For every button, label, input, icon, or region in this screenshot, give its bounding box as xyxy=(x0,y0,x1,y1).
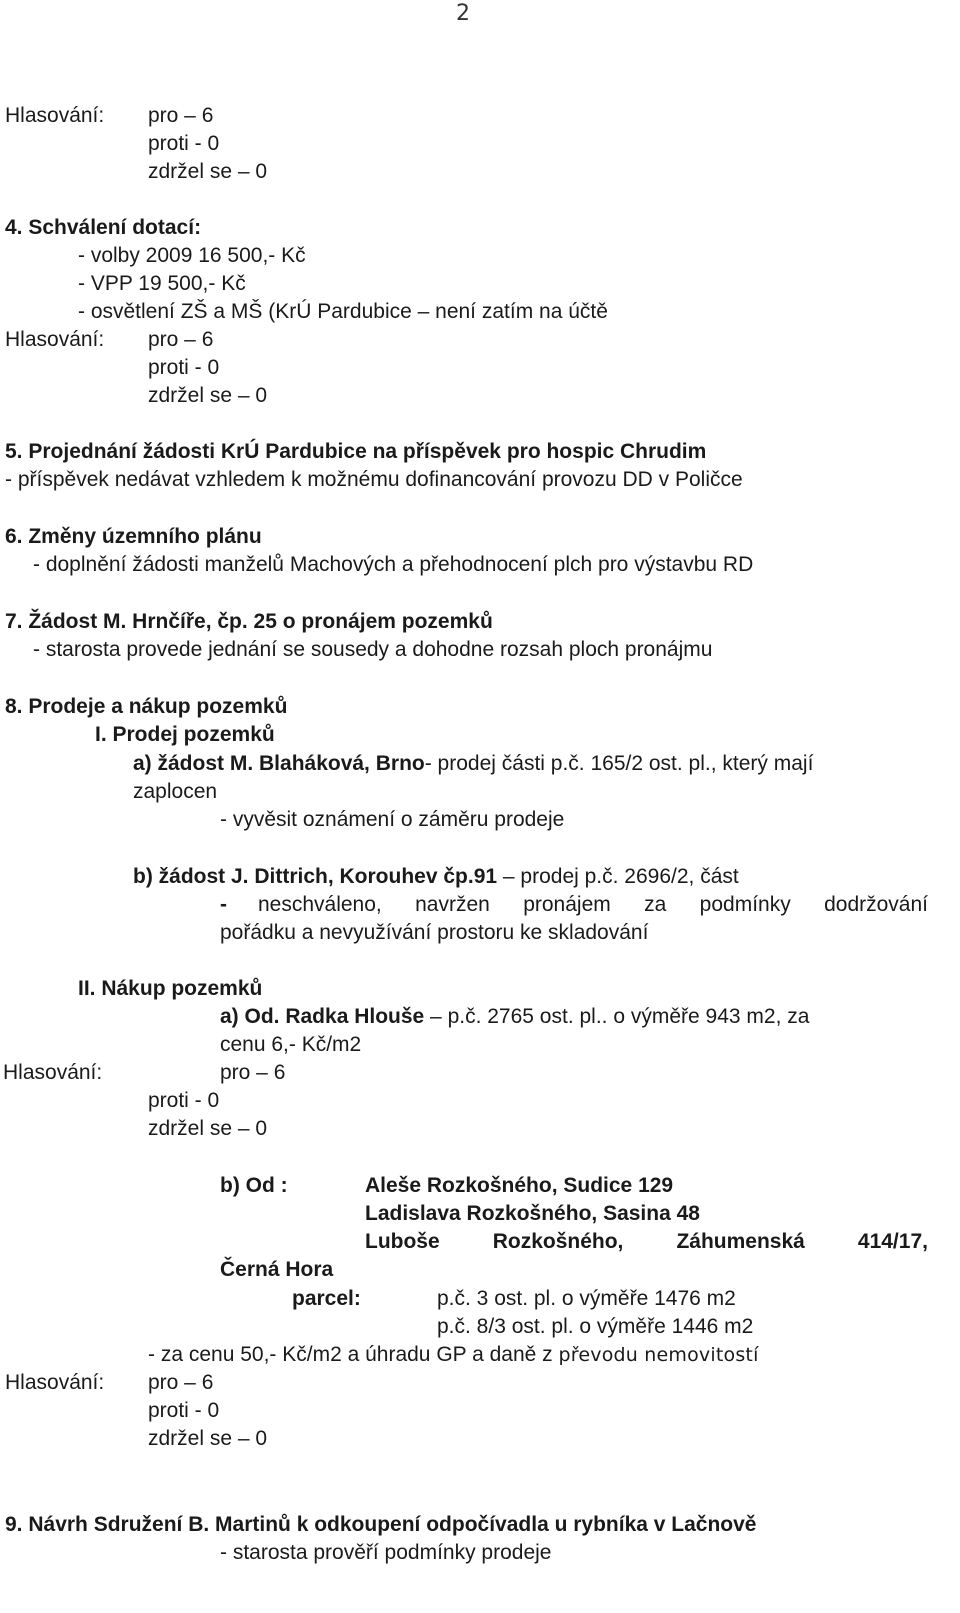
section-9-note: - starosta prověří podmínky prodeje xyxy=(220,1541,552,1564)
section-8-heading: 8. Prodeje a nákup pozemků xyxy=(5,695,288,718)
prodej-b xyxy=(133,863,739,891)
name-part: 414/17, xyxy=(857,1230,928,1253)
vote-pro: pro – 6 xyxy=(148,104,214,127)
vote-label: Hlasování: xyxy=(3,1061,103,1084)
nakup-b-name: Aleše Rozkošného, Sudice 129 xyxy=(365,1174,674,1197)
vote-label: Hlasování: xyxy=(5,1371,105,1394)
vote-zdrzel: zdržel se – 0 xyxy=(148,1427,268,1450)
prodej-b-title: b) žádost J. Dittrich, Korouhev čp.91 xyxy=(133,865,498,888)
page-number: 2 xyxy=(456,1,470,26)
vote-pro: pro – 6 xyxy=(220,1061,286,1084)
section-4-item: - osvětlení ZŠ a MŠ (KrÚ Pardubice – není zatím na účtě xyxy=(78,300,608,323)
section-5-heading: 5. Projednání žádosti KrÚ Pardubice na příspěvek pro hospic Chrudim xyxy=(5,440,707,463)
section-4-item: - volby 2009 16 500,- Kč xyxy=(78,244,306,267)
vote-zdrzel: zdržel se – 0 xyxy=(148,160,268,183)
price-text: - za cenu 50,- Kč/m2 a úhradu GP a daně z xyxy=(148,1343,559,1366)
nakup-a-title: a) Od. Radka Hlouše xyxy=(220,1005,425,1028)
nakup-b-price xyxy=(148,1341,759,1369)
vote-proti: proti - 0 xyxy=(148,132,220,155)
nakup-a-cont: cenu 6,- Kč/m2 xyxy=(220,1033,362,1056)
vote-pro: pro – 6 xyxy=(148,1371,214,1394)
prodej-b-text: – prodej p.č. 2696/2, část xyxy=(497,865,739,888)
nakup-a-text: – p.č. 2765 ost. pl.. o výměře 943 m2, za xyxy=(424,1005,810,1028)
vote-proti: proti - 0 xyxy=(148,1399,220,1422)
vote-pro: pro – 6 xyxy=(148,328,214,351)
nakup-a xyxy=(220,1003,809,1031)
prodej-b-line1: neschváleno, navržen pronájem za podmínky dodržování xyxy=(258,893,928,916)
section-7-note: - starosta provede jednání se sousedy a dohodne rozsah ploch pronájmu xyxy=(33,638,713,661)
vote-zdrzel: zdržel se – 0 xyxy=(148,1117,268,1140)
name-part: Rozkošného, xyxy=(492,1230,624,1253)
nakup-b-name-line xyxy=(365,1228,928,1256)
section-4-heading: 4. Schválení dotací: xyxy=(5,216,202,239)
section-7-heading: 7. Žádost M. Hrnčíře, čp. 25 o pronájem pozemků xyxy=(5,610,493,633)
section-6-heading: 6. Změny územního plánu xyxy=(5,525,262,548)
nakup-b-town: Černá Hora xyxy=(220,1258,334,1281)
prodej-a xyxy=(133,750,813,778)
price-text-tail: převodu nemovitostí xyxy=(558,1344,759,1366)
section-4-item: - VPP 19 500,- Kč xyxy=(78,272,246,295)
parcel-label: parcel: xyxy=(292,1287,361,1310)
name-part: Luboše xyxy=(365,1230,440,1253)
prodej-b-dash: - xyxy=(220,893,227,916)
prodej-heading: I. Prodej pozemků xyxy=(95,723,275,746)
section-9-heading: 9. Návrh Sdružení B. Martinů k odkoupení odpočívadla u rybníka v Lačnově xyxy=(5,1513,757,1536)
vote-label: Hlasování: xyxy=(5,104,105,127)
vote-proti: proti - 0 xyxy=(148,1089,220,1112)
prodej-a-cont: zaplocen xyxy=(133,780,218,803)
prodej-b-line2: pořádku a nevyužívání prostoru ke skladování xyxy=(220,921,649,944)
parcel-item: p.č. 8/3 ost. pl. o výměře 1446 m2 xyxy=(437,1315,754,1338)
section-5-note: - příspěvek nedávat vzhledem k možnému dofinancování provozu DD v Poličce xyxy=(5,468,743,491)
prodej-a-text: - prodej části p.č. 165/2 ost. pl., který mají xyxy=(424,752,814,775)
prodej-a-note: - vyvěsit oznámení o záměru prodeje xyxy=(220,808,565,831)
name-part: Záhumenská xyxy=(676,1230,805,1253)
vote-zdrzel: zdržel se – 0 xyxy=(148,384,268,407)
section-6-note: - doplnění žádosti manželů Machových a přehodnocení plch pro výstavbu RD xyxy=(33,553,754,576)
nakup-b-label: b) Od : xyxy=(220,1174,288,1197)
nakup-heading: II. Nákup pozemků xyxy=(78,977,263,1000)
parcel-item: p.č. 3 ost. pl. o výměře 1476 m2 xyxy=(437,1287,736,1310)
vote-label: Hlasování: xyxy=(5,328,105,351)
vote-proti: proti - 0 xyxy=(148,356,220,379)
nakup-b-name: Ladislava Rozkošného, Sasina 48 xyxy=(365,1202,700,1225)
prodej-a-title: a) žádost M. Blaháková, Brno xyxy=(133,752,425,775)
